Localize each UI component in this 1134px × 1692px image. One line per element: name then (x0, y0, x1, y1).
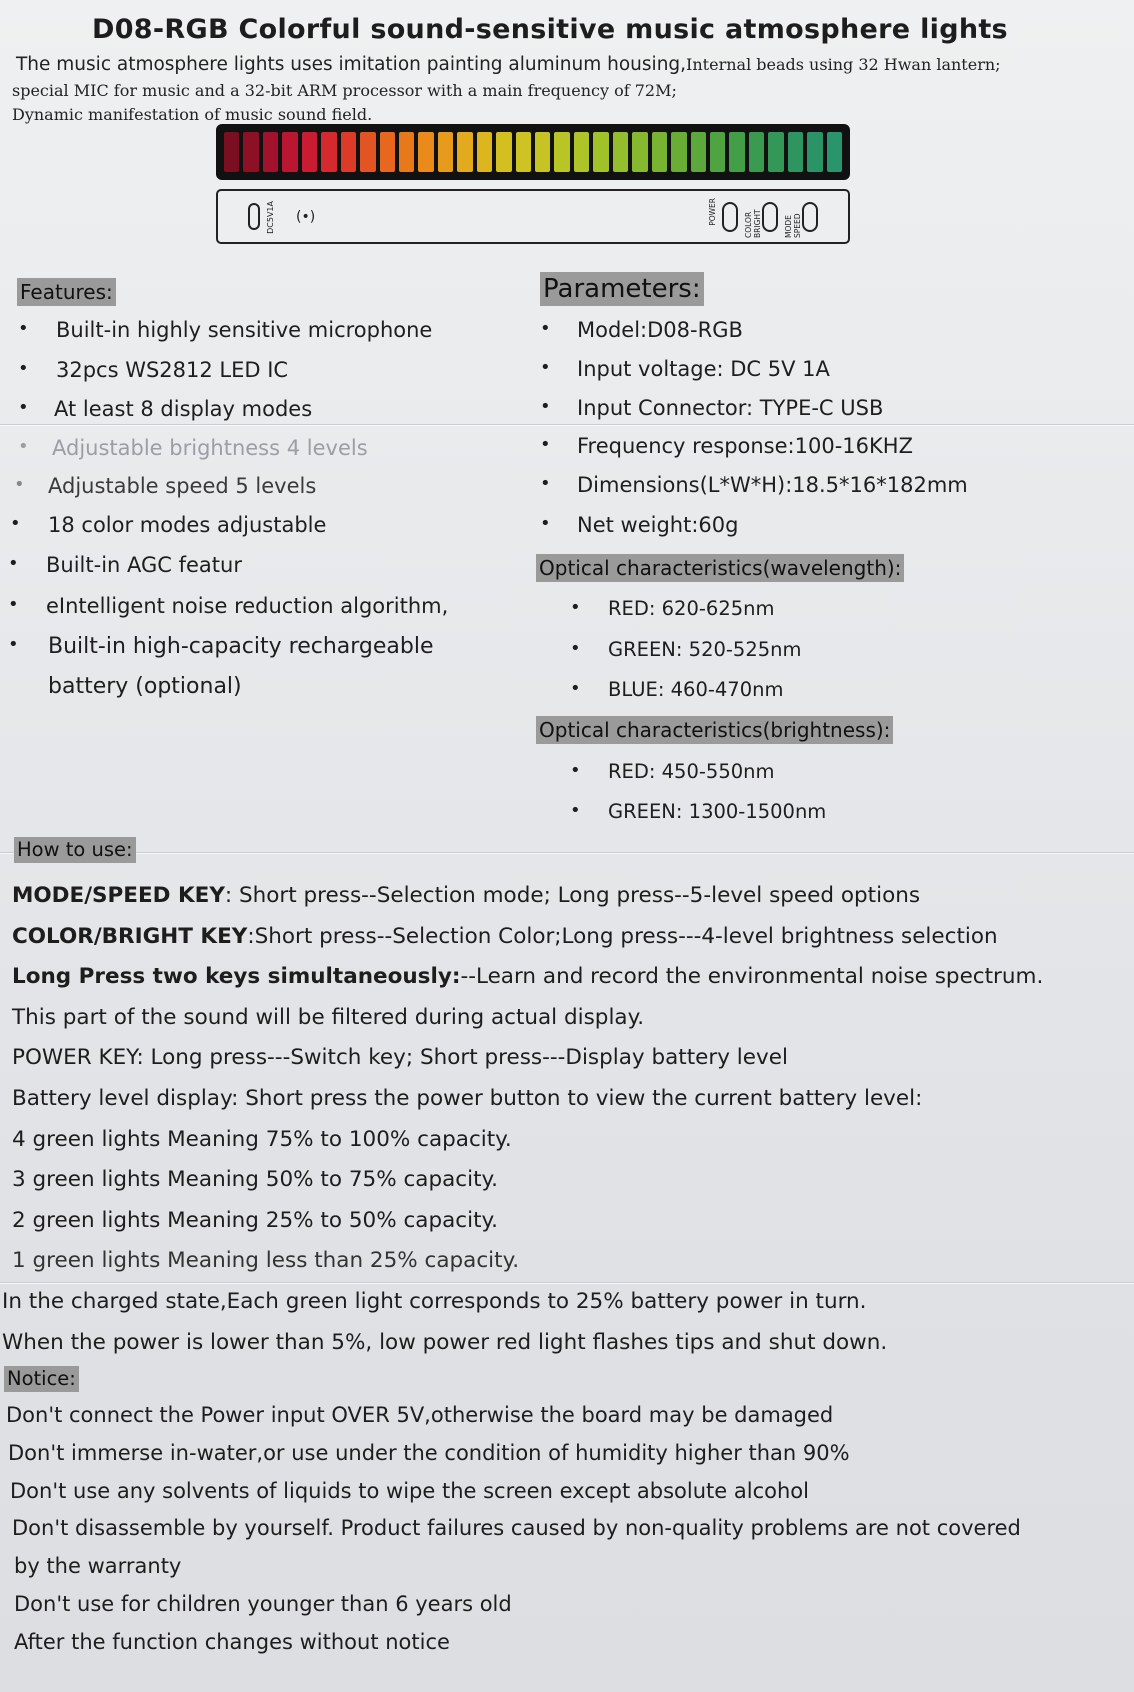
led-segment (496, 132, 511, 172)
led-segment (321, 132, 336, 172)
list-item: • Frequency response:100-16KHZ (540, 434, 913, 458)
led-segment (224, 132, 239, 172)
wavelength-list (570, 597, 802, 719)
usb-port-icon (248, 203, 260, 230)
led-segment (535, 132, 550, 172)
list-item: • RED: 450-550nm (570, 760, 775, 783)
battery-display-instruction: Battery level display: Short press the power button to view the current battery level: (12, 1085, 923, 1111)
mode-speed-instruction: MODE/SPEED KEY: Short press--Selection mode; Long press--5-level speed options (12, 883, 921, 908)
led-segment (788, 132, 803, 172)
mode-speed-button-label: MODE SPEED (784, 213, 802, 238)
list-item: • Model:D08-RGB (540, 318, 743, 342)
led-segment (302, 132, 317, 172)
features-heading: Features: (17, 278, 116, 306)
led-segment (729, 132, 744, 172)
document-title: D08-RGB Colorful sound-sensitive music atmosphere lights (92, 14, 1008, 45)
list-item: • 32pcs WS2812 LED IC (18, 357, 289, 382)
notice-item: Don't use for children younger than 6 years old (14, 1591, 512, 1616)
charged-state-note: In the charged state,Each green light corresponds to 25% battery power in turn. (2, 1288, 867, 1314)
list-item: • Adjustable brightness 4 levels (18, 435, 368, 460)
notice-item: Don't connect the Power input OVER 5V,otherwise the board may be damaged (6, 1403, 834, 1427)
led-bar-illustration (216, 124, 850, 180)
list-item: • Built-in high-capacity rechargeable (8, 633, 434, 659)
color-bright-button-icon (762, 202, 778, 232)
list-item: • Input voltage: DC 5V 1A (540, 357, 830, 381)
parameters-list (540, 318, 968, 553)
features-list (8, 318, 449, 714)
filter-note: This part of the sound will be filtered during actual display. (12, 1004, 645, 1030)
mode-speed-button-icon (802, 202, 818, 232)
two-keys-instruction: Long Press two keys simultaneously:--Learn and record the environmental noise spectrum. (12, 964, 1044, 990)
microphone-icon: (•) (296, 209, 316, 225)
device-illustration (216, 189, 850, 244)
intro-line-1: The music atmosphere lights uses imitation painting aluminum housing,Internal beads using 32 Hwan lantern; (16, 54, 1001, 75)
led-segment (593, 132, 608, 172)
led-segment (243, 132, 258, 172)
list-item: • Adjustable speed 5 levels (14, 474, 317, 498)
led-segment (613, 132, 628, 172)
power-button-icon (722, 202, 738, 232)
led-segment (827, 132, 842, 172)
battery-level-4: 4 green lights Meaning 75% to 100% capacity. (12, 1126, 512, 1152)
led-segment (710, 132, 725, 172)
led-segment (516, 132, 531, 172)
led-segment (282, 132, 297, 172)
brightness-list (570, 760, 826, 840)
parameters-heading: Parameters: (540, 272, 704, 306)
led-segment (360, 132, 375, 172)
wavelength-heading: Optical characteristics(wavelength): (536, 554, 904, 582)
list-item: • Dimensions(L*W*H):18.5*16*182mm (540, 473, 968, 497)
list-item: • eIntelligent noise reduction algorithm, (8, 593, 449, 618)
led-segment (380, 132, 395, 172)
color-bright-instruction: COLOR/BRIGHT KEY:Short press--Selection Color;Long press---4-level brightness selection (12, 923, 998, 949)
led-segment (749, 132, 764, 172)
led-segment (807, 132, 822, 172)
howto-heading: How to use: (14, 837, 136, 863)
list-item: • At least 8 display modes (18, 397, 313, 421)
power-button-label: POWER (708, 198, 717, 226)
led-segment (652, 132, 667, 172)
led-segment (691, 132, 706, 172)
led-segment (768, 132, 783, 172)
led-segment (457, 132, 472, 172)
list-item: • GREEN: 520-525nm (570, 637, 802, 661)
color-bright-button-label: COLOR BRIGHT (744, 209, 762, 238)
led-segment (399, 132, 414, 172)
intro-line-3: Dynamic manifestation of music sound field. (12, 105, 373, 124)
list-item: • Built-in highly sensitive microphone (18, 318, 433, 342)
list-item: • Built-in AGC featur (8, 552, 242, 577)
notice-list (6, 1397, 1124, 1662)
battery-level-1: 1 green lights Meaning less than 25% capacity. (12, 1248, 520, 1274)
notice-item: by the warranty (14, 1554, 182, 1579)
led-segment (438, 132, 453, 172)
led-segment (341, 132, 356, 172)
notice-item: Don't immerse in-water,or use under the condition of humidity higher than 90% (8, 1440, 850, 1465)
notice-heading: Notice: (4, 1366, 79, 1392)
notice-item: Don't use any solvents of liquids to wipe the screen except absolute alcohol (10, 1478, 809, 1503)
intro-line-2: special MIC for music and a 32-bit ARM processor with a main frequency of 72M; (12, 81, 677, 100)
led-segment (554, 132, 569, 172)
power-key-instruction: POWER KEY: Long press---Switch key; Short press---Display battery level (12, 1045, 788, 1071)
notice-item: Don't disassemble by yourself. Product failures caused by non-quality problems are not covered (12, 1516, 1021, 1541)
list-item-continuation: battery (optional) (48, 673, 242, 699)
battery-level-2: 2 green lights Meaning 25% to 50% capacity. (12, 1207, 498, 1233)
led-segment (671, 132, 686, 172)
list-item: • RED: 620-625nm (570, 597, 775, 620)
paper-fold (0, 852, 1134, 853)
led-segment (263, 132, 278, 172)
led-segment (418, 132, 433, 172)
list-item: • Input Connector: TYPE-C USB (540, 396, 884, 420)
low-power-note: When the power is lower than 5%, low power red light flashes tips and shut down. (2, 1329, 888, 1355)
led-segment (574, 132, 589, 172)
led-segment (477, 132, 492, 172)
notice-item: After the function changes without notice (14, 1629, 450, 1654)
list-item: • GREEN: 1300-1500nm (570, 800, 827, 823)
list-item: • BLUE: 460-470nm (570, 678, 784, 701)
howto-list (2, 876, 1122, 1363)
brightness-heading: Optical characteristics(brightness): (536, 716, 893, 744)
battery-level-3: 3 green lights Meaning 50% to 75% capacity. (12, 1167, 498, 1193)
port-label: DC5V1A (266, 201, 275, 234)
list-item: • 18 color modes adjustable (10, 513, 327, 537)
led-segment (632, 132, 647, 172)
list-item: • Net weight:60g (540, 513, 739, 537)
